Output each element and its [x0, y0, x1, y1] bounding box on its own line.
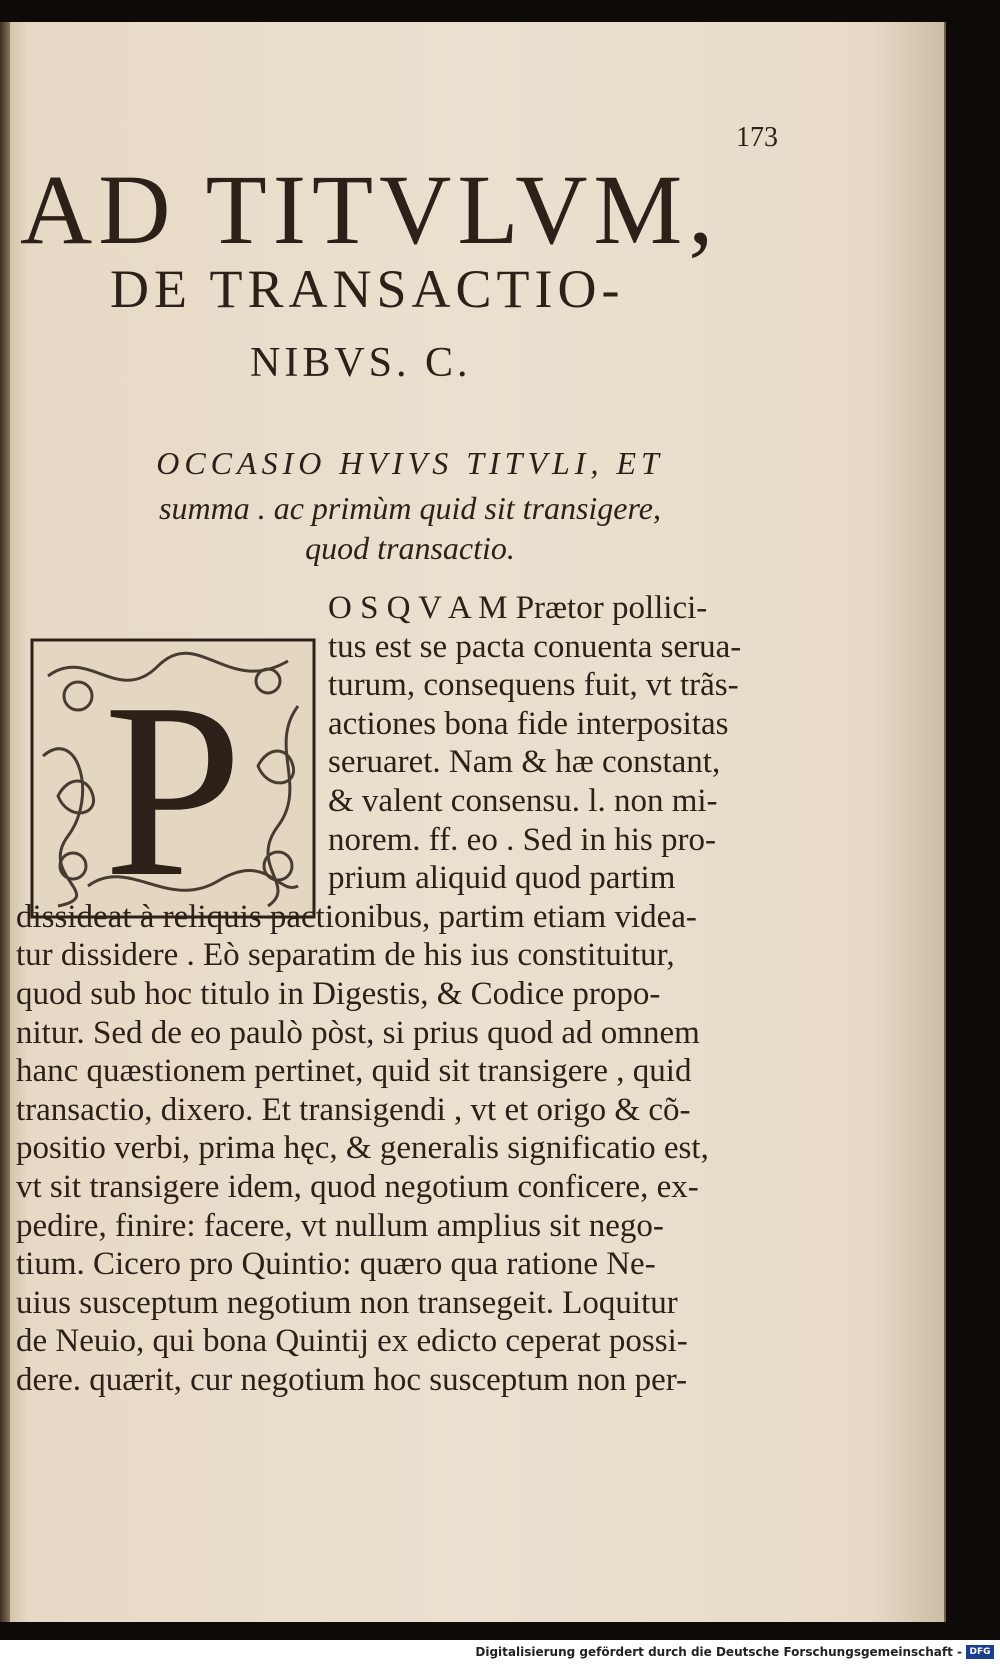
body-line: prium aliquid quod partim: [328, 860, 676, 897]
body-line: hanc quæstionem pertinet, quid sit transigere , quid: [16, 1053, 692, 1090]
body-line: tur dissidere . Eò separatim de his ius constituitur,: [16, 937, 675, 974]
body-line: quod sub hoc titulo in Digestis, & Codice propo-: [16, 976, 661, 1012]
svg-text:P: P: [103, 652, 243, 921]
title-line-2: DE TRANSACTIO-: [110, 259, 625, 319]
subtitle-line-3: quod transactio.: [305, 530, 515, 566]
page-number: 173: [736, 122, 778, 153]
subtitle-line-2: summa . ac primùm quid sit transigere,: [159, 490, 661, 526]
body-line: positio verbi, prima hęc, & generalis significatio est,: [16, 1130, 709, 1167]
body-line: O S Q V A M Prætor pollici-: [328, 590, 708, 626]
footer-bar: [0, 1640, 1000, 1666]
body-line: turum, consequens fuit, vt trãs-: [328, 667, 739, 704]
body-line: & valent consensu. l. non mi-: [328, 783, 718, 819]
body-line: dere. quærit, cur negotium hoc susceptum non per-: [16, 1362, 688, 1398]
ornament-initial-icon: [28, 636, 318, 921]
body-line: nitur. Sed de eo paulò pòst, si prius quod ad omnem: [16, 1014, 700, 1051]
body-line: transactio, dixero. Et transigendi , vt et origo & cõ-: [16, 1091, 691, 1128]
body-line: dissideat à reliquis pactionibus, partim etiam videa-: [16, 898, 697, 935]
body-line: de Neuio, qui bona Quintij ex edicto ceperat possi-: [16, 1323, 688, 1360]
body-line: norem. ff. eo . Sed in his pro-: [328, 821, 716, 858]
subtitle-line-1: OCCASIO HVIVS TITVLI, ET: [156, 445, 664, 481]
body-line: vt sit transigere idem, quod negotium conficere, ex-: [16, 1169, 699, 1205]
body-line: tus est se pacta conuenta serua-: [328, 628, 742, 665]
body-line: seruaret. Nam & hæ constant,: [328, 744, 721, 781]
body-line: uius susceptum negotium non transegeit. Loquitur: [16, 1284, 678, 1321]
footer-credit: Digitalisierung gefördert durch die Deutsche Forschungsgemeinschaft -: [475, 1645, 962, 1659]
title-line-1: AD TITVLVM,: [20, 154, 720, 265]
page-gutter: [0, 22, 10, 1622]
body-line: actiones bona fide interpositas: [328, 705, 729, 742]
body-line: tium. Cicero pro Quintio: quæro qua ratione Ne-: [16, 1246, 656, 1283]
body-line: pedire, finire: facere, vt nullum amplius sit nego-: [16, 1207, 664, 1244]
dfg-logo: DFG: [966, 1645, 994, 1659]
decorated-initial: [28, 636, 318, 921]
title-line-3: NIBVS. C.: [250, 340, 472, 386]
